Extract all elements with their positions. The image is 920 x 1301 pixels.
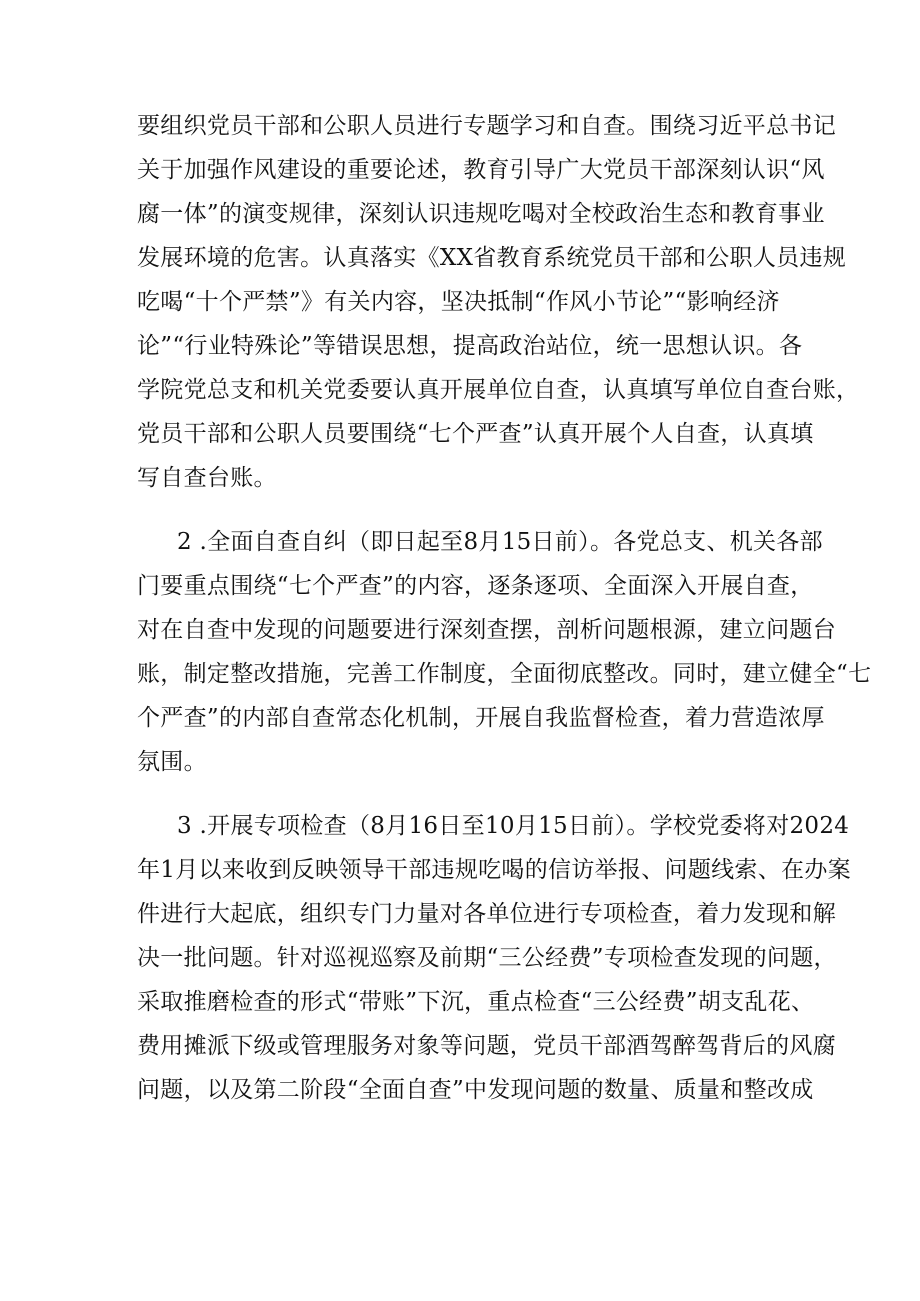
paragraph-line: 氛围。 xyxy=(137,749,207,775)
paragraph-line: 2 .全面自查自纠（即日起至8月15日前）。各党总支、机关各部 xyxy=(177,529,823,555)
paragraph-line: 费用摊派下级或管理服务对象等问题，党员干部酒驾醉驾背后的风腐 xyxy=(137,1033,836,1059)
paragraph-line: 问题，以及第二阶段“全面自查”中发现问题的数量、质量和整改成 xyxy=(137,1077,814,1103)
paragraph-line: 年1月以来收到反映领导干部违规吃喝的信访举报、问题线索、在办案 xyxy=(137,857,851,883)
paragraph-line: 关于加强作风建设的重要论述，教育引导广大党员干部深刻认识“风 xyxy=(137,157,825,183)
paragraph-line: 写自查台账。 xyxy=(137,465,277,491)
paragraph-full-self-check xyxy=(137,520,872,784)
document-body xyxy=(137,104,872,1112)
paragraph-line: 腐一体”的演变规律，深刻认识违规吃喝对全校政治生态和教育事业 xyxy=(137,201,825,227)
paragraph-line: 3 .开展专项检查（8月16日至10月15日前）。学校党委将对2024 xyxy=(177,813,850,839)
paragraph-special-inspection xyxy=(137,804,851,1112)
paragraph-gap xyxy=(137,500,797,520)
paragraph-line: 论”“行业特殊论”等错误思想，提高政治站位，统一思想认识。各 xyxy=(137,333,803,359)
paragraph-line: 账，制定整改措施，完善工作制度，全面彻底整改。同时，建立健全“七 xyxy=(137,661,872,687)
paragraph-gap xyxy=(137,784,797,804)
paragraph-line: 学院党总支和机关党委要认真开展单位自查，认真填写单位自查台账， xyxy=(137,377,860,403)
paragraph-line: 件进行大起底，组织专门力量对各单位进行专项检查，着力发现和解 xyxy=(137,901,836,927)
paragraph-line: 个严查”的内部自查常态化机制，开展自我监督检查，着力营造浓厚 xyxy=(137,705,825,731)
paragraph-line: 发展环境的危害。认真落实《XX省教育系统党员干部和公职人员违规 xyxy=(137,245,847,271)
paragraph-line: 对在自查中发现的问题要进行深刻查摆，剖析问题根源，建立问题台 xyxy=(137,617,836,643)
paragraph-line: 采取推磨检查的形式“带账”下沉，重点检查“三公经费”胡支乱花、 xyxy=(137,989,815,1015)
paragraph-self-study xyxy=(137,104,860,500)
paragraph-line: 党员干部和公职人员要围绕“七个严查”认真开展个人自查，认真填 xyxy=(137,421,814,447)
paragraph-line: 门要重点围绕“七个严查”的内容，逐条逐项、全面深入开展自查， xyxy=(137,573,814,599)
paragraph-line: 决一批问题。针对巡视巡察及前期“三公经费”专项检查发现的问题， xyxy=(137,945,837,971)
paragraph-line: 要组织党员干部和公职人员进行专题学习和自查。围绕习近平总书记 xyxy=(137,113,836,139)
paragraph-line: 吃喝“十个严禁”》有关内容，坚决抵制“作风小节论”“影响经济 xyxy=(137,289,780,315)
